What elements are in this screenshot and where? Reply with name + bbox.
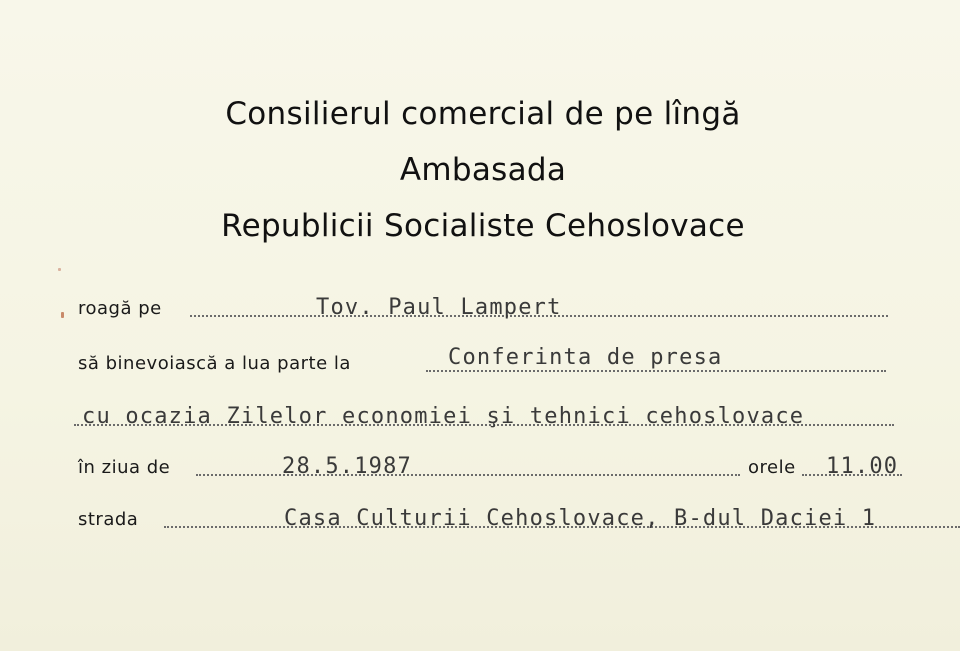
street-label: strada xyxy=(78,509,139,530)
time-value: 11.00 xyxy=(826,454,899,479)
paper-stain-mark xyxy=(61,312,64,318)
event-name: Conferinta de presa xyxy=(448,345,723,370)
occasion-row xyxy=(74,402,914,432)
date-value: 28.5.1987 xyxy=(282,454,413,479)
invitee-row xyxy=(78,293,898,323)
invitation-header xyxy=(0,86,960,254)
date-dotted-line xyxy=(196,474,740,476)
header-line-3: Republicii Socialiste Cehoslovace xyxy=(221,208,745,244)
occasion-text: cu ocazia Zilelor economiei şi tehnici cehoslovace xyxy=(82,404,805,429)
invitee-name: Tov. Paul Lampert xyxy=(316,295,562,320)
event-dotted-line xyxy=(426,370,886,372)
paper-stain-mark xyxy=(58,268,61,271)
event-row xyxy=(78,345,898,378)
date-row xyxy=(78,452,918,482)
street-value: Casa Culturii Cehoslovace, B-dul Daciei 1 xyxy=(284,506,877,531)
time-label: orele xyxy=(748,457,796,478)
date-label: în ziua de xyxy=(78,457,171,478)
header-line-1: Consilierul comercial de pe lîngă xyxy=(225,96,741,132)
header-line-2: Ambasada xyxy=(399,152,567,188)
event-label: să binevoiască a lua parte la xyxy=(78,353,351,374)
invitee-label: roagă pe xyxy=(78,298,162,319)
street-row xyxy=(78,504,960,534)
